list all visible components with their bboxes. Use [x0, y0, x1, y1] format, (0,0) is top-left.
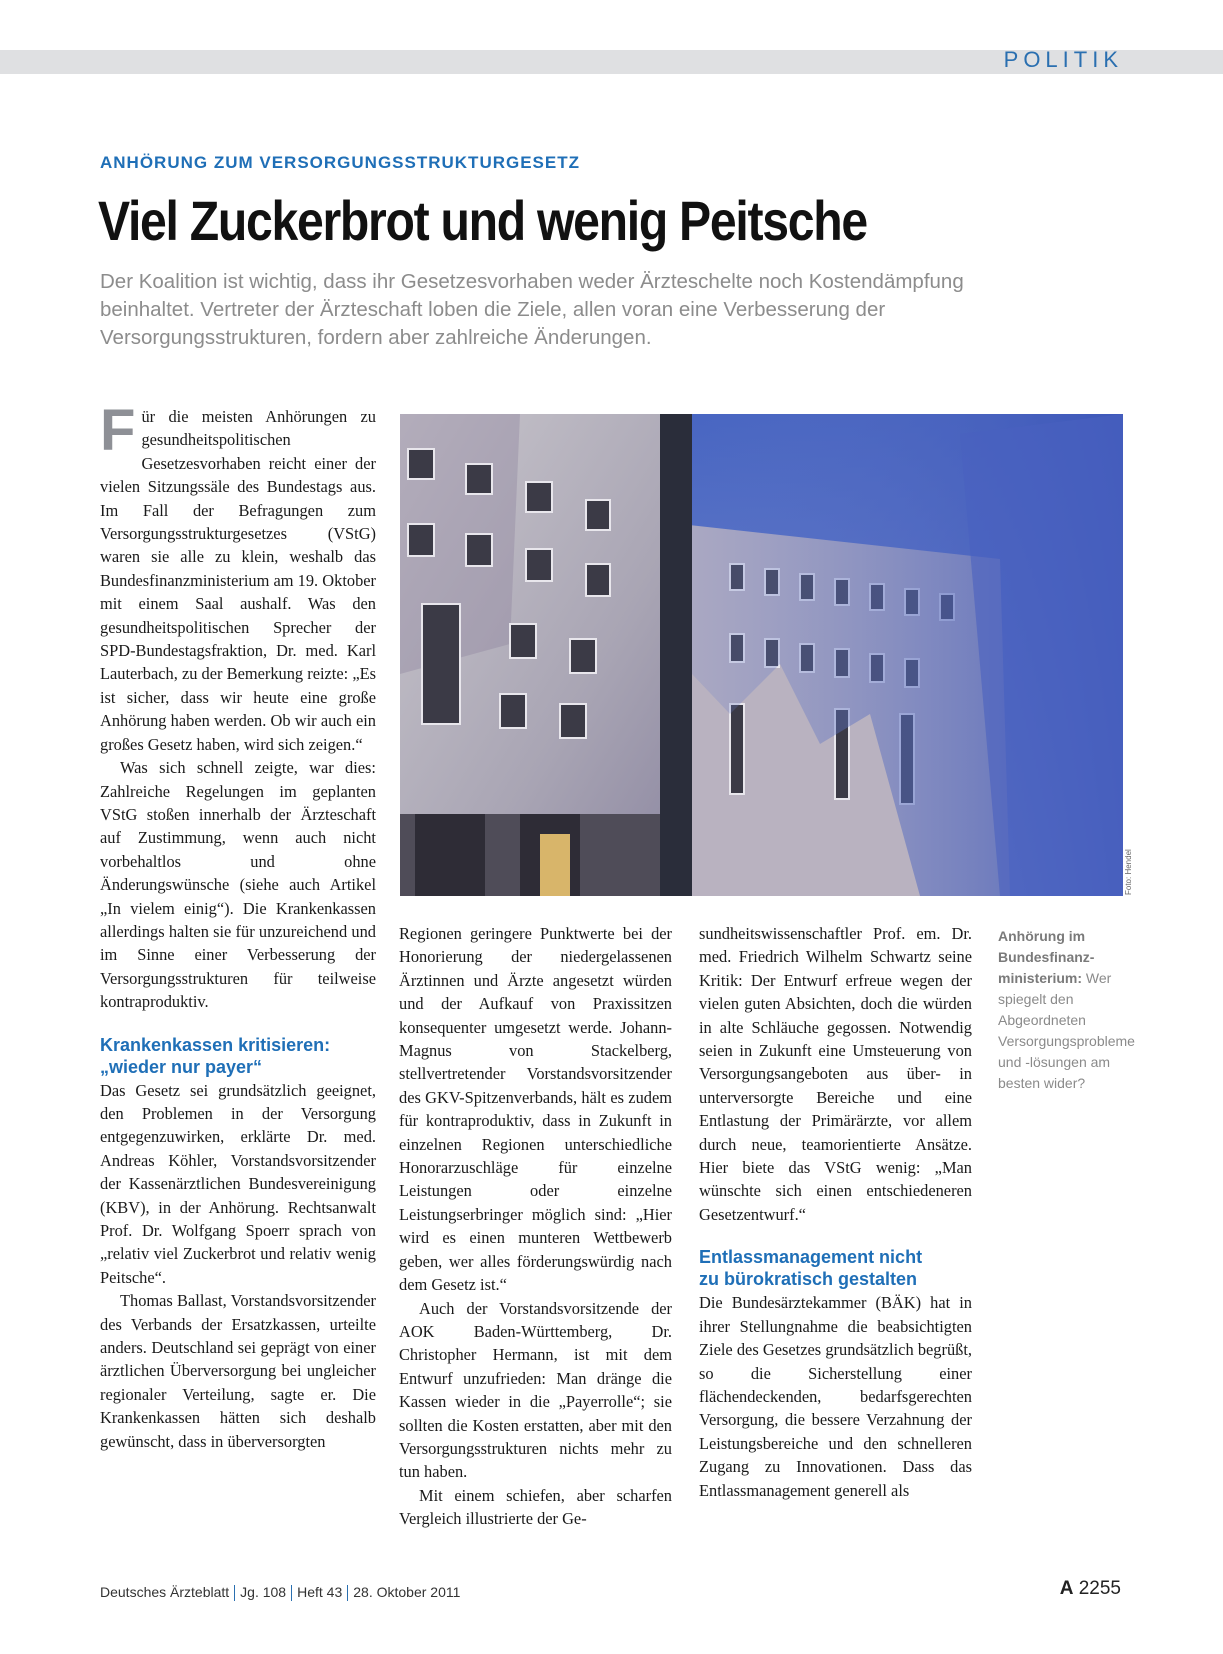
paragraph: Thomas Ballast, Vorstandsvorsitzender des Verbands der Ersatzkassen, urteilte anders. Deutschland sei geprägt von einer ärztlichen Überversorgung bei ungleicher regionaler Verteilung, sagte er. Die Krankenkassen hätten sich deshalb gewünscht, dass in überversorgten [100, 1291, 376, 1451]
paragraph: Mit einem schiefen, aber scharfen Vergleich illustrierte der Ge- [399, 1485, 672, 1529]
paragraph: sundheitswissenschaftler Prof. em. Dr. med. Friedrich Wilhelm Schwartz seine Kritik: Der Entwurf erfreue wegen der vielen guten Absichten, doch die würden in alte Schläuche gegossen. Notwendig seien in Zukunft eine Umsteuerung von Versorgungsangeboten aus über- in unterversorgte Bereiche und eine Entlastung der Primärärzte, vor allem durch neue, teamorientierte Ansätze. Hier biete das VStG wenig: „Man wünschte sich einen entschiedeneren Gesetzentwurf.“ [699, 924, 972, 1224]
subheading [100, 1034, 376, 1078]
page-number-value: 2255 [1078, 1578, 1121, 1599]
text-column-2 [399, 922, 672, 1531]
article-photo [400, 414, 1123, 896]
photo-credit: Foto: Hendel [1124, 849, 1133, 895]
paragraph: Das Gesetz sei grundsätzlich geeignet, den Problemen in der Versorgung entgegenzuwirken, erklärte Dr. med. Andreas Köhler, Vorstandsvorsitzender der Kassenärztlichen Bundesvereinigung (KBV), in der Anhörung. Rechtsanwalt Prof. Dr. Wolfgang Spoerr sprach von „relativ viel Zuckerbrot und relativ wenig Peitsche“. [100, 1080, 376, 1287]
subheading-line: zu bürokratisch gestalten [699, 1269, 918, 1290]
paragraph: ür die meisten Anhörungen zu gesundheitspolitischen Gesetzesvorhaben reicht einer der vielen Sitzungssäle des Bundestags aus. Im Fall der Befragungen zum Versorgungsstrukturgesetzes (VStG) waren sie alle zu klein, weshalb das Bundesfinanzministerium am 19. Oktober mit einem Saal aushalf. Was den gesundheitspolitischen Sprecher der SPD-Bundestagsfraktion, Dr. med. Karl Lauterbach, zu der Bemerkung reizte: „Es ist sicher, dass wir heute eine große Anhörung haben werden. Ob wir auch ein großes Gesetz haben, wird sich zeigen.“ [100, 407, 376, 754]
journal-name: Deutsches Ärzteblatt [100, 1584, 230, 1600]
subheading-line: Krankenkassen kritisieren: [100, 1034, 331, 1055]
text-column-3 [699, 922, 972, 1502]
caption-text: Wer spiegelt den Abgeordneten Versorgungsprobleme und -lösungen am besten wider? [998, 970, 1135, 1091]
footer-separator [291, 1585, 292, 1601]
caption-title: Anhörung im Bundesfinanzministerium: [998, 928, 1095, 986]
subheading [699, 1246, 972, 1290]
subheading-line: Entlassmanagement nicht [699, 1247, 923, 1268]
paragraph: Auch der Vorstandsvorsitzende der AOK Baden-Württemberg, Dr. Christopher Hermann, ist mit dem Entwurf unzufrieden: Man dränge die Kassen wieder in die „Payerrolle“; sie sollten die Kosten erstatten, aber mit den Versorgungsstrukturen nichts mehr zu tun haben. [399, 1298, 672, 1482]
section-label: POLITIK [1003, 47, 1123, 72]
article-headline: Viel Zuckerbrot und wenig Peitsche [98, 189, 867, 252]
journal-date: 28. Oktober 2011 [353, 1584, 461, 1600]
text-column-1 [100, 398, 376, 1453]
journal-issue: Heft 43 [297, 1584, 343, 1600]
paragraph: Was sich schnell zeigte, war dies: Zahlreiche Regelungen im geplanten VStG stoßen innerhalb der Ärzteschaft auf Zustimmung, wenn auch nicht vorbehaltlos und ohne Änderungswünsche (siehe auch Artikel „In vielem einig“). Die Krankenkassen allerdings halten sie für unzureichend und im Sinne einer Verbesserung der Versorgungsstrukturen für teilweise kontraproduktiv. [100, 758, 376, 1012]
footer-citation [100, 1584, 460, 1601]
journal-volume: Jg. 108 [240, 1584, 287, 1600]
article-kicker: ANHÖRUNG ZUM VERSORGUNGSSTRUKTURGESETZ [100, 153, 581, 172]
page-number [1060, 1578, 1121, 1600]
paragraph: Die Bundesärztekammer (BÄK) hat in ihrer Stellungnahme die beabsichtigten Ziele des Gesetzes grundsätzlich begrüßt, so die Sicherstellung einer flächendeckenden, bedarfsgerechten Versorgung, die bessere Verzahnung der Leistungsbereiche und den schnelleren Zugang zu Innovationen. Dass das Entlassmanagement generell als [699, 1293, 972, 1500]
footer-separator [347, 1585, 348, 1601]
paragraph: Regionen geringere Punktwerte bei der Honorierung der niedergelassenen Ärztinnen und Ärzte angesetzt würden und der Aufkauf von Praxissitzen konsequenter umgesetzt werde. Johann-Magnus von Stackelberg, stellvertretender Vorstandsvorsitzender des GKV-Spitzenverbands, hält es zudem für kontraproduktiv, dass in Zukunft in einzelnen Regionen unterschiedliche Honorarzuschläge für einzelne Leistungen oder einzelne Leistungserbringer möglich sind: „Hier wird es einen munteren Wettbewerb geben, wer alles förderungswürdig nach dem Gesetz ist.“ [399, 924, 672, 1295]
photo-caption [998, 926, 1135, 1094]
drop-cap: F [100, 398, 136, 463]
footer-separator [234, 1585, 235, 1601]
page-prefix: A [1059, 1578, 1074, 1599]
subheading-line: „wieder nur payer“ [100, 1056, 263, 1077]
article-lead: Der Koalition ist wichtig, dass ihr Gesetzesvorhaben weder Ärzteschelte noch Kostendämpfung beinhaltet. Vertreter der Ärzteschaft loben die Ziele, allen voran eine Verbesserung der Versorgungsstrukturen, fordern aber zahlreiche Änderungen. [100, 270, 964, 349]
